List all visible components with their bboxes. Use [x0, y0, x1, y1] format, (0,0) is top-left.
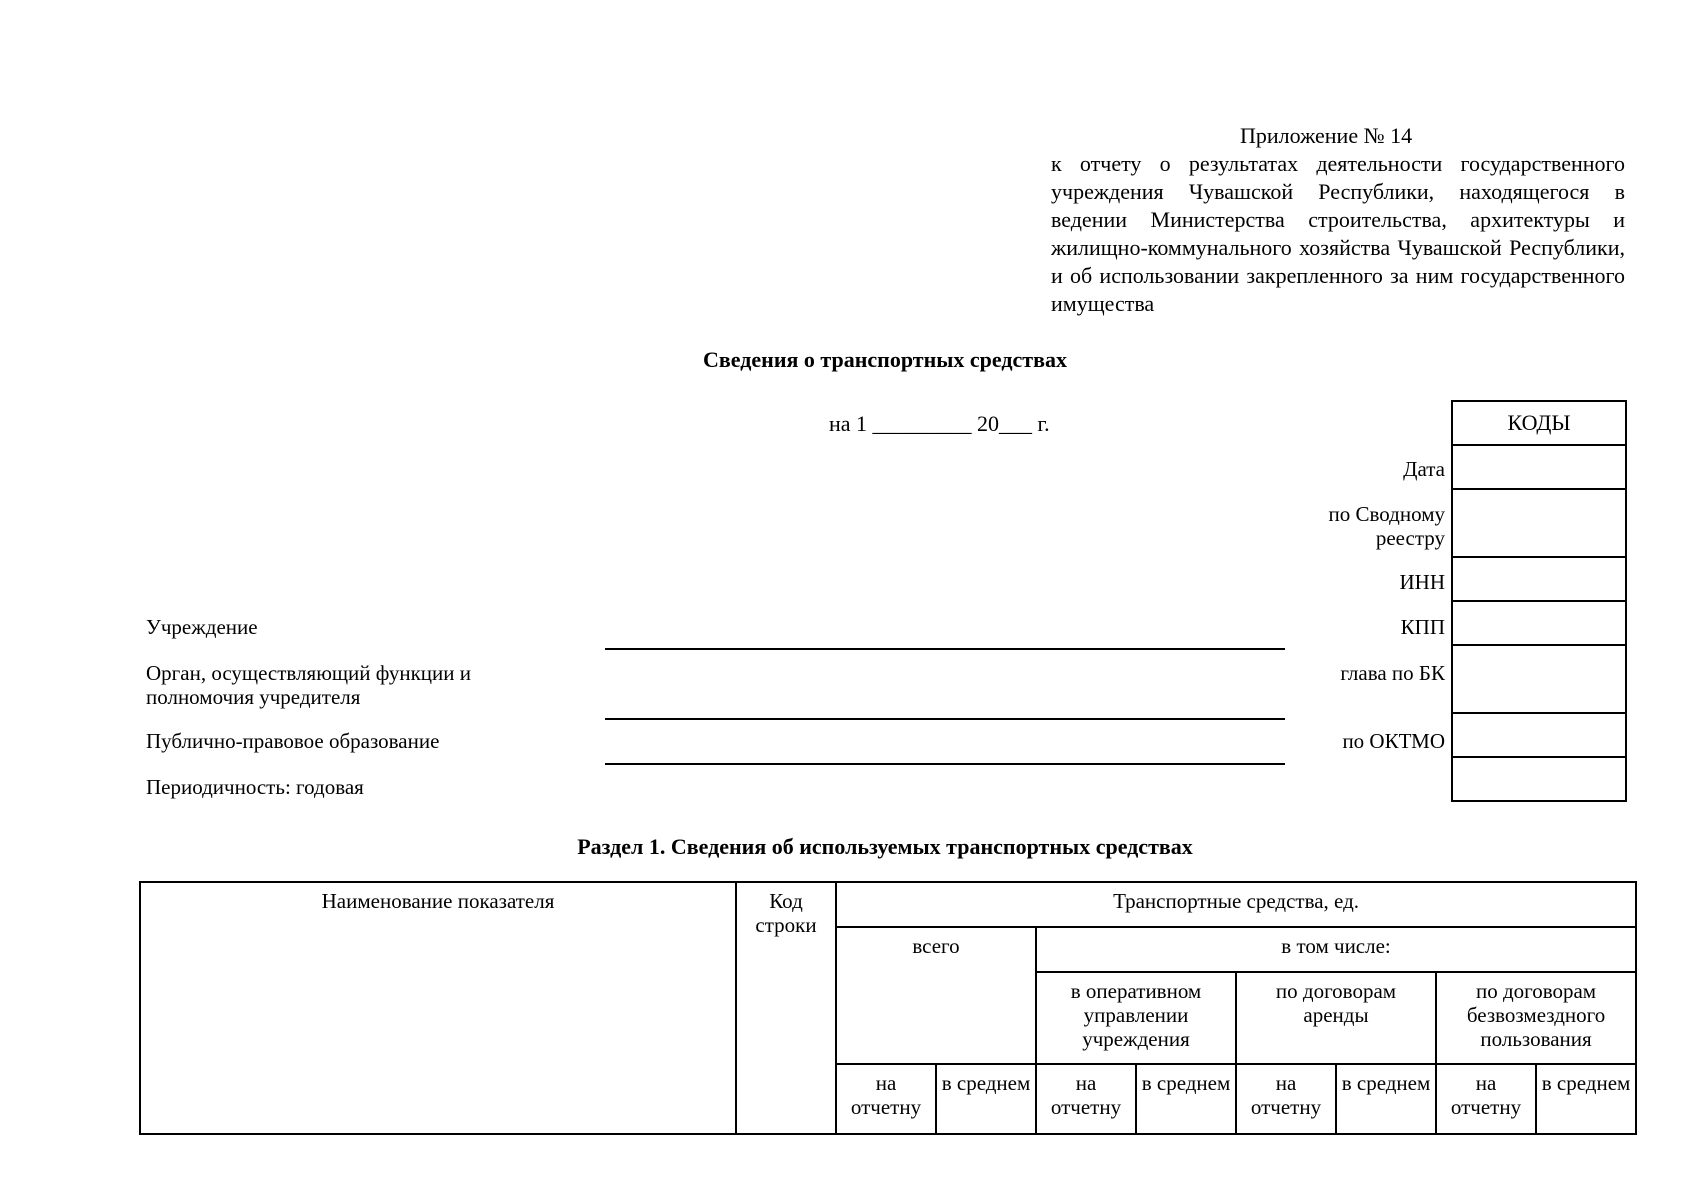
codes-header: КОДЫ: [1452, 401, 1626, 445]
subheader-lease-on-report: на отчетну: [1236, 1064, 1336, 1134]
founder-label: Орган, осуществляющий функции и полномочия учредителя: [146, 661, 472, 709]
col-header-code: Код строки: [736, 882, 836, 1134]
subheader-free-use-on-report: на отчетну: [1436, 1064, 1536, 1134]
col-header-lease: по договорам аренды: [1236, 972, 1436, 1064]
code-cell-inn[interactable]: [1452, 557, 1626, 601]
municipality-input-line[interactable]: [605, 763, 1285, 765]
subheader-total-on-report: на отчетну: [836, 1064, 936, 1134]
col-header-free-use: по договорам безвозмездного пользования: [1436, 972, 1636, 1064]
institution-input-line[interactable]: [605, 648, 1285, 650]
col-header-operative: в оперативном управлении учреждения: [1036, 972, 1236, 1064]
founder-input-line[interactable]: [605, 718, 1285, 720]
code-cell-periodicity[interactable]: [1452, 757, 1626, 801]
code-label-inn: ИНН: [1399, 570, 1445, 594]
subheader-lease-average: в среднем: [1336, 1064, 1436, 1134]
document-title: Сведения о транспортных средствах: [703, 347, 1067, 372]
municipality-label: Публично-правовое образование: [146, 729, 440, 753]
col-header-name: Наименование показателя: [140, 882, 736, 1134]
periodicity-label: Периодичность: годовая: [146, 775, 364, 799]
appendix-text: к отчету о результатах деятельности государственного учреждения Чувашской Республики, находящегося в ведении Министерства строительства, архитектуры и жилищно-коммунального хозяйства Чувашской Республики, и об использовании закрепленного за ним государственного имущества: [1051, 151, 1625, 316]
code-label-budget-chapter: глава по БК: [1340, 661, 1445, 685]
institution-label: Учреждение: [146, 615, 258, 639]
col-header-including: в том числе:: [1036, 927, 1636, 972]
codes-table: [1451, 400, 1627, 802]
code-cell-budget-chapter[interactable]: [1452, 645, 1626, 713]
col-header-total: всего: [836, 927, 1036, 1064]
subheader-free-use-average: в среднем: [1536, 1064, 1636, 1134]
code-cell-kpp[interactable]: [1452, 601, 1626, 645]
vehicles-table: [139, 881, 1637, 1135]
code-cell-oktmo[interactable]: [1452, 713, 1626, 757]
code-label-date: Дата: [1403, 457, 1445, 481]
col-header-vehicles: Транспортные средства, ед.: [836, 882, 1636, 927]
subheader-operative-on-report: на отчетну: [1036, 1064, 1136, 1134]
appendix-title: Приложение № 14: [1240, 123, 1413, 148]
report-date-line: на 1 _________ 20___ г.: [829, 411, 1050, 436]
subheader-operative-average: в среднем: [1136, 1064, 1236, 1134]
code-cell-date[interactable]: [1452, 445, 1626, 489]
section-title: Раздел 1. Сведения об используемых транспортных средствах: [577, 834, 1193, 859]
code-cell-registry[interactable]: [1452, 489, 1626, 557]
code-label-registry: по Сводному реестру: [1328, 502, 1445, 550]
subheader-total-average: в среднем: [936, 1064, 1036, 1134]
code-label-oktmo: по ОКТМО: [1342, 729, 1445, 753]
code-label-kpp: КПП: [1400, 615, 1445, 639]
